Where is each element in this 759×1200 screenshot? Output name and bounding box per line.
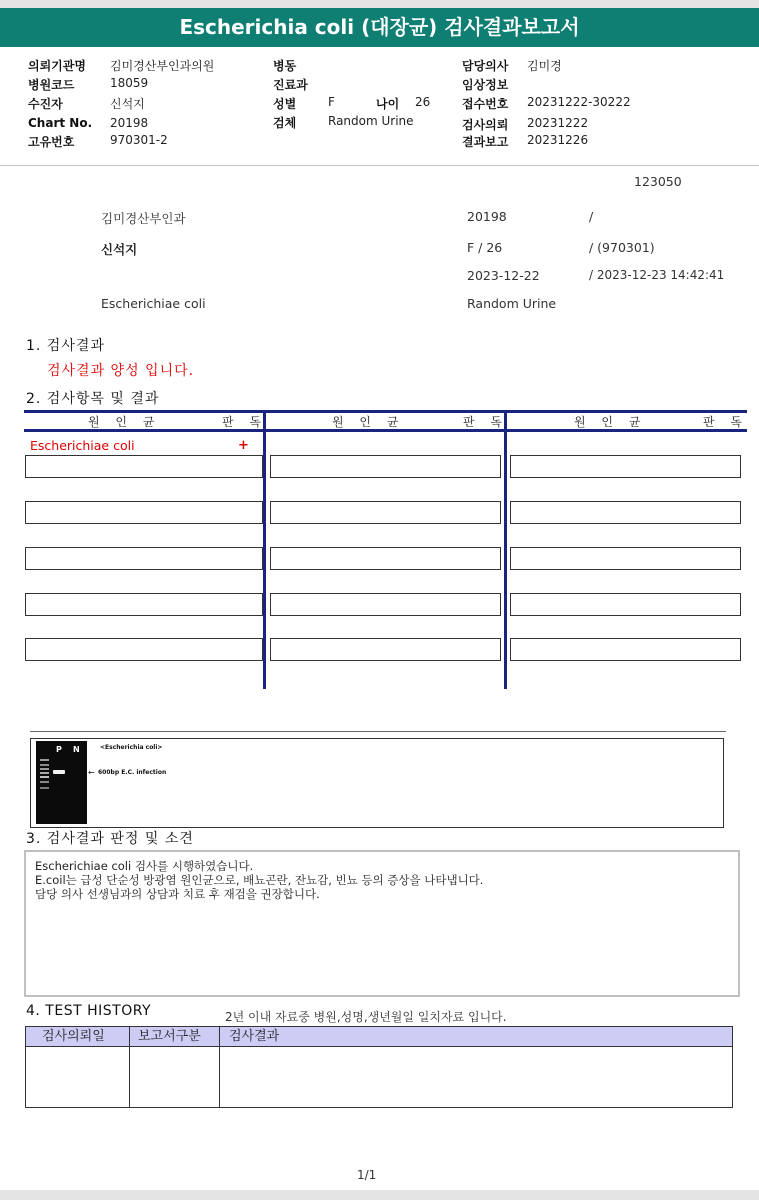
lane-p-label: P — [56, 745, 62, 754]
ladder-band — [40, 776, 49, 778]
hospital-code-value: 18059 — [110, 76, 149, 90]
doctor-label: 담당의사 — [462, 59, 509, 73]
age-label: 나이 — [376, 97, 400, 111]
report-title: Escherichia coli (대장균) 검사결과보고서 — [0, 8, 759, 47]
report-value: 20231226 — [527, 133, 589, 147]
finding-line-2: E.coil는 급성 단순성 방광염 원인균으로, 배뇨곤란, 잔뇨감, 빈뇨 등의 증상을 나타냅니다. — [35, 873, 484, 887]
history-note: 2년 이내 자료중 병원,성명,생년월일 일치자료 입니다. — [225, 1010, 507, 1024]
unique-label: 고유번호 — [28, 135, 75, 149]
bottom-strip — [0, 1190, 759, 1200]
gel-image-frame — [30, 738, 724, 828]
result-box — [510, 547, 741, 570]
history-col-result: 검사결과 — [229, 1029, 280, 1044]
info-name: 신석지 — [101, 242, 138, 257]
page-number: 1/1 — [357, 1168, 377, 1182]
history-col-divider — [219, 1027, 220, 1107]
info-date1: 2023-12-22 — [467, 268, 540, 283]
dept-label: 진료과 — [273, 78, 308, 92]
unique-value: 970301-2 — [110, 133, 168, 147]
chart-value: 20198 — [110, 116, 149, 130]
top-strip — [0, 0, 759, 8]
result-box — [25, 455, 263, 478]
section-2-title: 2. 검사항목 및 결과 — [26, 391, 160, 407]
result-box — [25, 547, 263, 570]
result-box — [270, 501, 501, 524]
institution-label: 의뢰기관명 — [28, 59, 86, 73]
history-table — [25, 1026, 733, 1108]
result-box — [270, 593, 501, 616]
specimen-label: 검체 — [273, 116, 297, 130]
header-divider — [0, 165, 759, 166]
result-box — [25, 638, 263, 661]
info-test: Escherichiae coli — [101, 296, 206, 311]
col-pathogen-1: 원 인 균 — [88, 415, 161, 429]
col-pathogen-2: 원 인 균 — [332, 415, 405, 429]
ladder-band — [40, 764, 49, 766]
ladder-band — [40, 781, 49, 783]
gel-electrophoresis-image — [36, 741, 87, 824]
doctor-value: 김미경 — [527, 59, 562, 73]
ladder-band — [40, 759, 49, 761]
info-birth: / (970301) — [589, 240, 655, 255]
patient-value: 신석지 — [110, 97, 145, 111]
chart-label: Chart No. — [28, 116, 93, 130]
ladder-band — [40, 787, 49, 789]
history-col-report-type: 보고서구분 — [138, 1029, 201, 1044]
report-label: 결과보고 — [462, 135, 509, 149]
request-value: 20231222 — [527, 116, 589, 130]
positive-result: 검사결과 양성 입니다. — [47, 363, 195, 379]
finding-box — [24, 850, 740, 997]
specimen-value: Random Urine — [328, 114, 414, 128]
sex-label: 성별 — [273, 97, 297, 111]
request-label: 검사의뢰 — [462, 118, 509, 132]
receipt-value: 20231222-30222 — [527, 95, 631, 109]
col-judgment-1: 판 독 — [222, 415, 267, 429]
info-chart: 20198 — [467, 209, 507, 224]
finding-line-1: Escherichiae coli 검사를 시행하였습니다. — [35, 859, 254, 873]
ladder-band — [40, 772, 49, 774]
result-box — [25, 501, 263, 524]
sex-value: F — [328, 95, 335, 109]
patient-label: 수진자 — [28, 97, 63, 111]
result-box — [510, 501, 741, 524]
result-box — [510, 593, 741, 616]
receipt-label: 접수번호 — [462, 97, 509, 111]
info-sex-age: F / 26 — [467, 240, 503, 255]
result-pathogen: Escherichiae coli — [30, 438, 135, 453]
lane-n-label: N — [73, 745, 80, 754]
table-col-divider-2 — [504, 410, 507, 689]
report-code: 123050 — [634, 174, 682, 189]
hospital-code-label: 병원코드 — [28, 78, 75, 92]
finding-line-3: 담당 의사 선생님과의 상담과 치료 후 재검을 권장합니다. — [35, 887, 320, 901]
info-slash: / — [589, 209, 594, 224]
history-col-request-date: 검사의뢰일 — [42, 1029, 105, 1044]
section-3-title: 3. 검사결과 판정 및 소견 — [26, 831, 194, 847]
result-box — [270, 638, 501, 661]
clinical-label: 임상정보 — [462, 78, 509, 92]
col-judgment-3: 판 독 — [703, 415, 748, 429]
section-1-title: 1. 검사결과 — [26, 338, 105, 354]
band-arrow-icon: ← — [88, 768, 95, 777]
band-label: 600bp E.C. infection — [98, 769, 167, 776]
age-value: 26 — [415, 95, 431, 109]
history-table-header — [26, 1027, 732, 1047]
section-4-title: 4. TEST HISTORY — [26, 1003, 152, 1019]
result-judgment: + — [238, 438, 249, 453]
result-box — [270, 455, 501, 478]
gel-caption: <Escherichia coli> — [100, 744, 163, 751]
result-box — [25, 593, 263, 616]
result-box — [510, 638, 741, 661]
institution-value: 김미경산부인과의원 — [110, 59, 215, 73]
result-box — [270, 547, 501, 570]
info-specimen: Random Urine — [467, 296, 557, 311]
history-col-divider — [129, 1027, 130, 1107]
col-pathogen-3: 원 인 균 — [574, 415, 647, 429]
positive-band — [53, 770, 65, 774]
ward-label: 병동 — [273, 59, 297, 73]
table-col-divider-1 — [263, 410, 266, 689]
col-judgment-2: 판 독 — [463, 415, 508, 429]
info-clinic: 김미경산부인과 — [101, 211, 186, 226]
result-box — [510, 455, 741, 478]
ladder-band — [40, 768, 49, 770]
gel-divider — [30, 731, 726, 732]
info-datetime2: / 2023-12-23 14:42:41 — [589, 268, 725, 282]
